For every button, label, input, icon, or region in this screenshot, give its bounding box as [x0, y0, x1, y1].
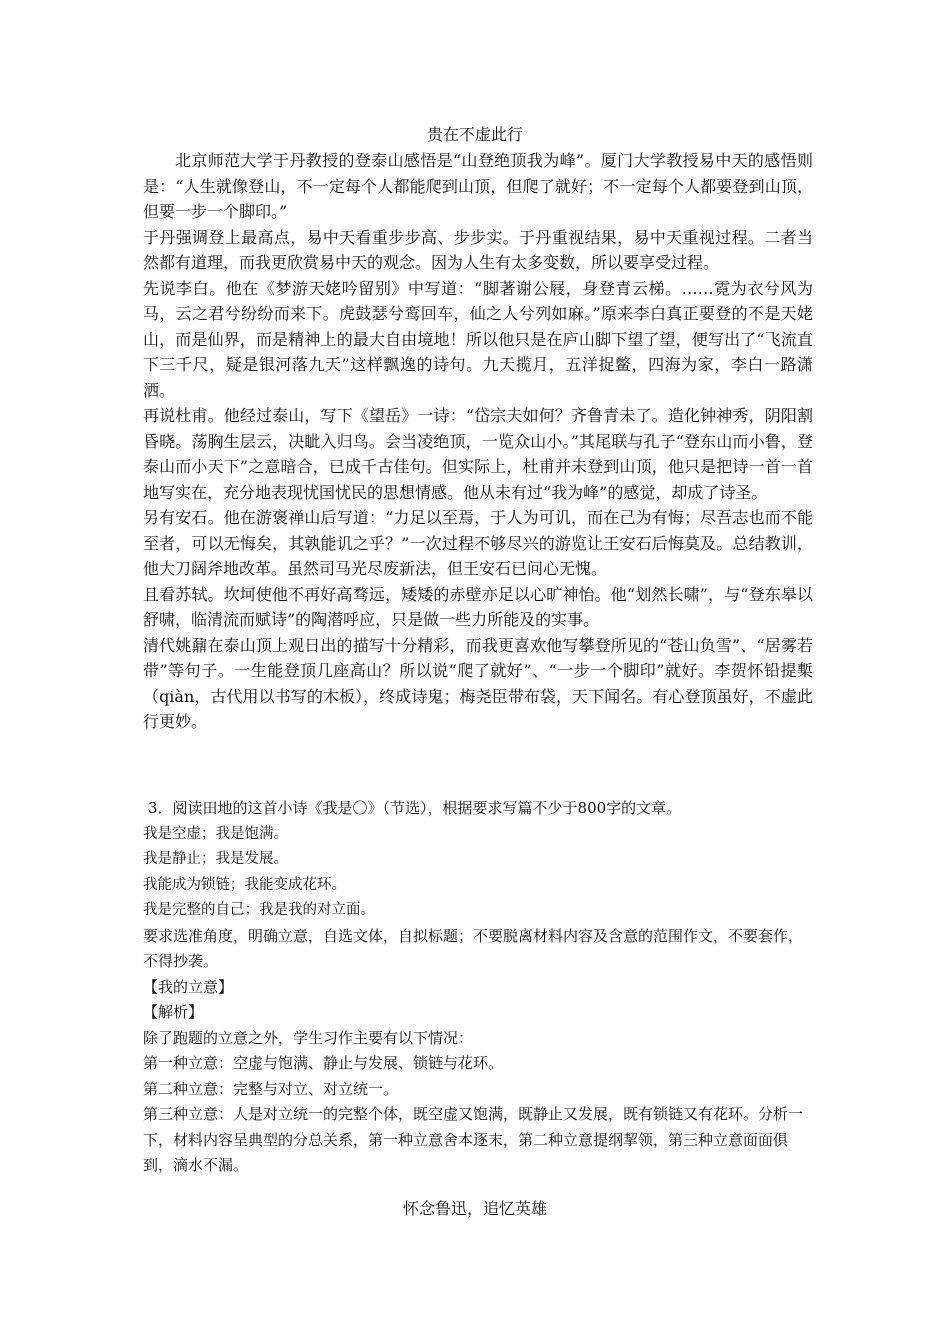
next-essay-title: 怀念鲁迅，追忆英雄	[402, 1199, 547, 1218]
essay-paragraph: 且看苏轼。坎坷使他不再好高骛远，矮矮的赤壁亦足以心旷神怡。他“划然长啸”，与“登东皋以舒啸，临清流而赋诗”的陶潜呼应，只是做一些力所能及的实事。	[143, 584, 813, 629]
essay-paragraph: 先说李白。他在《梦游天姥吟留别》中写道：“脚著谢公屐，身登青云梯。……霓为衣兮风为马，云之君兮纷纷而来下。虎鼓瑟兮鸾回车，仙之人兮列如麻。”原来李白真正要登的不是天姥山，而是仙界，而是精神上的最大自由境地！所以他只是在庐山脚下望了望，便写出了“飞流直下三千尺，疑是银河落九天”这样飘逸的诗句。九天揽月，五洋捉鳖，四海为家，李白一路潇洒。	[143, 278, 813, 400]
essay-paragraph: 北京师范大学于丹教授的登泰山感悟是“山登绝顶我为峰”。厦门大学教授易中天的感悟则是：“人生就像登山，不一定每个人都能爬到山顶，但爬了就好；不一定每个人都要登到山顶，但要一步一个脚印。”	[143, 151, 813, 221]
analysis-line: 第三种立意：人是对立统一的完整个体，既空虚又饱满，既静止又发展，既有锁链又有花环。分析一下，材料内容呈典型的分总关系，第一种立意舍本逐末，第二种立意提纲挈领，第三种立意面面俱到，滴水不漏。	[143, 1105, 804, 1174]
essay-paragraph: 于丹强调登上最高点，易中天看重步步高、步步实。于丹重视结果，易中天重视过程。二者当然都有道理，而我更欣赏易中天的观念。因为人生有太多变数，所以要享受过程。	[143, 227, 813, 272]
essay-paragraph: 清代姚鼐在泰山顶上观日出的描写十分精彩，而我更喜欢他写攀登所见的“苍山负雪”、“居雾若带”等句子。一生能登顶几座高山？所以说“爬了就好”、“一步一个脚印”就好。李贺怀铅提槧（qiàn，古代用以书写的木板），终成诗鬼；梅尧臣带布袋，天下闻名。有心登顶虽好，不虚此行更妙。	[143, 635, 813, 731]
essay-paragraph: 再说杜甫。他经过泰山，写下《望岳》一诗：“岱宗夫如何？齐鲁青未了。造化钟神秀，阴阳割昏晓。荡胸生层云，决眦入归鸟。会当凌绝顶，一览众山小。”其尾联与孔子“登东山而小鲁，登泰山而小天下”之意暗合，已成千古佳句。但实际上，杜甫并未登到山顶，他只是把诗一首一首地写实在，充分地表现忧国忧民的思想情感。他从未有过“我为峰”的感觉，却成了诗圣。	[143, 406, 813, 502]
poem-line: 我是空虚；我是饱满。	[143, 825, 288, 842]
writing-requirement: 要求选准角度，明确立意，自选文体，自拟标题；不要脱离材料内容及含意的范围作文，不要套作，不得抄袭。	[143, 926, 804, 970]
analysis-line: 除了跑题的立意之外，学生习作主要有以下情况：	[143, 1028, 474, 1047]
analysis-line: 第一种立意：空虚与饱满、静止与发展、锁链与花环。	[143, 1054, 504, 1072]
analysis-line: 第二种立意：完整与对立、对立统一。	[143, 1079, 399, 1098]
question-3-section	[143, 796, 815, 1179]
my-idea-label: 【我的立意】	[143, 977, 234, 996]
poem-line: 我是静止；我是发展。	[143, 851, 288, 867]
question-prompt: 3．阅读田地的这首小诗《我是〇》（节选），根据要求写篇不少于800字的文章。	[148, 799, 682, 817]
poem-line: 我能成为锁链；我能变成花环。	[143, 876, 346, 893]
analysis-label: 【解析】	[143, 1003, 204, 1021]
essay-body	[143, 148, 813, 735]
poem-line: 我是完整的自己；我是我的对立面。	[143, 902, 375, 918]
essay-paragraph: 另有安石。他在游褒禅山后写道：“力足以至焉，于人为可讥，而在己为有悔；尽吾志也而不能至者，可以无悔矣，其孰能讥之乎？”一次过程不够尽兴的游览让王安石后悔莫及。总结教训，他大刀阔斧地改革。虽然司马光尽废新法，但王安石已问心无愧。	[143, 508, 813, 578]
essay-title: 贵在不虚此行	[426, 125, 523, 144]
